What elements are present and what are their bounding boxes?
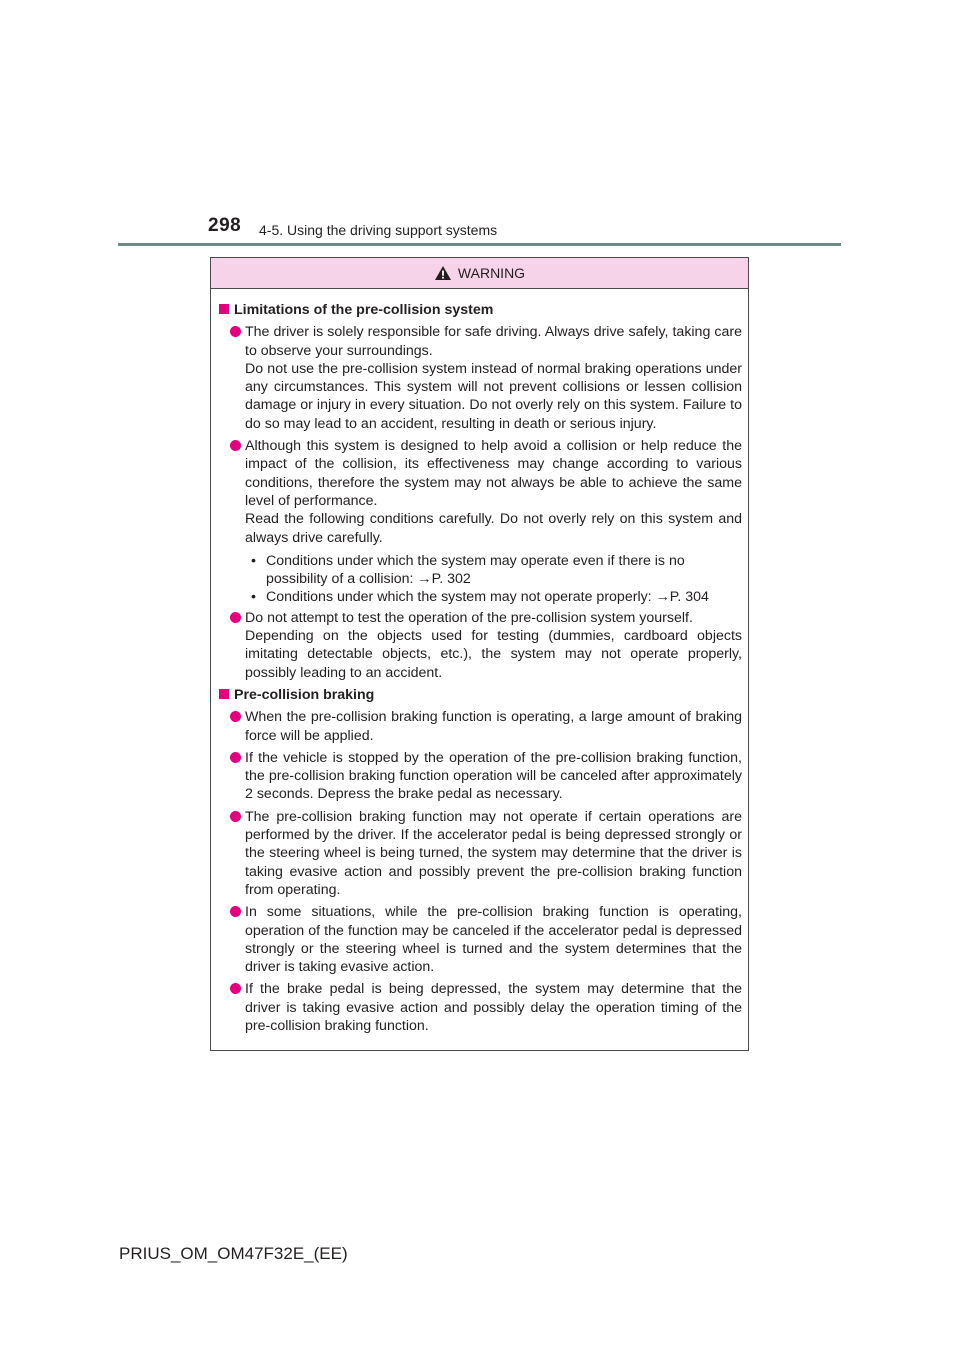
paragraph: If the vehicle is stopped by the operation of the pre-collision braking function, the pre-collision braking function operation will be canceled after approximately 2 seconds. Depress the brake pedal as necessary. — [245, 749, 742, 803]
list-item — [230, 437, 742, 547]
paragraph: Depending on the objects used for testing (dummies, cardboard objects imitating detectable objects, etc.), the system may not operate properly, possibly leading to an accident. — [245, 628, 742, 681]
round-bullet-icon — [230, 906, 241, 917]
warning-body — [211, 289, 748, 1035]
round-bullet-icon — [230, 983, 241, 994]
round-bullet-icon — [230, 811, 241, 822]
list-item — [230, 323, 742, 433]
paragraph: If the brake pedal is being depressed, the system may determine that the driver is taking evasive action and possibly delay the operation timing of the pre-collision braking function. — [245, 981, 742, 1034]
round-bullet-icon — [230, 752, 241, 763]
round-bullet-icon — [230, 440, 241, 451]
document-code: PRIUS_OM_OM47F32E_(EE) — [119, 1244, 348, 1263]
list-item — [230, 980, 742, 1035]
list-item — [230, 903, 742, 976]
paragraph: When the pre-collision braking function is operating, a large amount of braking force will be applied. — [245, 709, 742, 744]
warning-header — [211, 258, 748, 289]
list-item — [230, 749, 742, 804]
section-heading-text: Pre-collision braking — [234, 686, 375, 703]
small-bullet-icon: • — [251, 589, 256, 606]
sub-list-item — [251, 588, 742, 606]
paragraph: In some situations, while the pre-collision braking function is operating, operation of the function may be canceled if the accelerator pedal is depressed strongly or the steering wheel is turned and the system determines that the driver is taking evasive action. — [245, 904, 742, 976]
sub-list-item-text: Conditions under which the system may operate even if there is no possibility of a collision: →P. 302 — [266, 552, 685, 588]
square-bullet-icon — [219, 689, 229, 699]
header-divider — [118, 243, 841, 246]
round-bullet-icon — [230, 326, 241, 337]
paragraph: The driver is solely responsible for safe driving. Always drive safely, taking care to observe your surroundings. — [245, 324, 742, 359]
section-heading-text: Limitations of the pre-collision system — [234, 302, 494, 318]
warning-box — [210, 257, 749, 1051]
page-number: 298 — [208, 215, 242, 236]
small-bullet-icon: • — [251, 552, 256, 569]
round-bullet-icon — [230, 612, 241, 623]
warning-triangle-icon — [434, 265, 452, 281]
sub-list-item — [251, 552, 742, 589]
square-bullet-icon — [219, 304, 229, 314]
section-title: 4-5. Using the driving support systems — [259, 222, 498, 238]
list-item — [230, 808, 742, 899]
section-heading — [219, 686, 742, 704]
paragraph: Although this system is designed to help avoid a collision or help reduce the impact of the collision, its effectiveness may change according to various conditions, therefore the system may not always be able to achieve the same level of performance. — [245, 438, 742, 509]
list-item — [230, 708, 742, 745]
list-item — [230, 609, 742, 682]
round-bullet-icon — [230, 711, 241, 722]
paragraph: Do not use the pre-collision system instead of normal braking operations under any circumstances. This system will not prevent collisions or lessen collision damage or injury in every situation. Do not overly rely on this system. Failure to do so may lead to an accident, resulting in death or serious injury. — [245, 360, 742, 432]
paragraph: Do not attempt to test the operation of the pre-collision system yourself. — [245, 609, 693, 626]
section-heading — [219, 301, 742, 319]
sub-list-item-text: Conditions under which the system may not operate properly: →P. 304 — [266, 589, 709, 606]
paragraph: Read the following conditions carefully. Do not overly rely on this system and always drive carefully. — [245, 511, 742, 546]
sub-list — [248, 552, 742, 607]
warning-title: WARNING — [457, 265, 526, 281]
paragraph: The pre-collision braking function may not operate if certain operations are performed by the driver. If the accelerator pedal is being depressed strongly or the steering wheel is being turned, the system may determine that the driver is taking evasive action and possibly prevent the pre-collision braking function from operating. — [245, 808, 742, 898]
